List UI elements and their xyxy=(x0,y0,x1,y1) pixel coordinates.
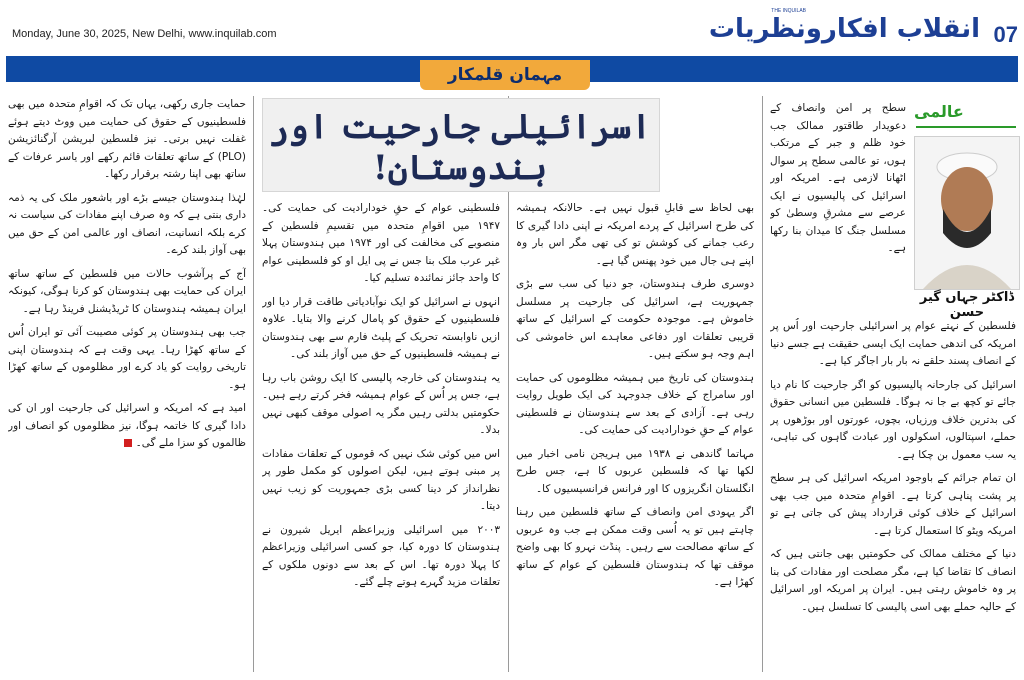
article-column xyxy=(516,200,754,672)
paragraph: انہوں نے اسرائیل کو ایک نوآبادیاتی طاقت قرار دیا اور فلسطینیوں کے حقوق کو پامال کرنے والا بتایا۔ علاوہ ازیں ناوابستہ تحریک کے پلیٹ فارم سے بھی ہندوستان نے ہمیشہ فلسطینیوں کے حق میں آواز بلند کی۔ xyxy=(262,295,500,360)
masthead-title: انقلاب افکارونظریات xyxy=(708,14,980,44)
paragraph: یہ ہندوستان کی خارجہ پالیسی کا ایک روشن باب رہا ہے، جس پر اُس کے عوام ہمیشہ فخر کرتے رہے ہیں۔ حکومتیں بدلتی رہیں مگر یہ اصولی موقف کبھی نہیں بدلا۔ xyxy=(262,371,500,436)
section-tag: عالمی xyxy=(914,102,964,121)
paragraph: اگر یہودی امن وانصاف کے ساتھ فلسطین میں رہنا چاہتے ہیں تو یہ اُسی وقت ممکن ہے جب وہ عربوں کے ساتھ مصالحت سے رہیں۔ پنڈت نہرو کا بھی واضح موقف تھا کہ ہندوستان فلسطین کے عوام کے ساتھ کھڑا ہے۔ xyxy=(516,506,754,588)
paragraph: حمایت جاری رکھی، یہاں تک کہ اقوامِ متحدہ میں بھی فلسطینیوں کے حقوق کی حمایت میں ووٹ دیتے ہوئے غفلت نہیں برتی۔ نیز فلسطین لبریشن آرگنائزیشن (PLO) کے ساتھ تعلقات قائم رکھے اور یاسر عرفات کے ساتھ بھی اپنا رشتہ برقرار رکھا۔ xyxy=(8,98,246,180)
paragraph: دنیا کے مختلف ممالک کی حکومتیں بھی جانتی ہیں کہ انصاف کا تقاضا کیا ہے، مگر مصلحت اور مفادات کی بنا پر وہ خاموش رہتی ہیں۔ ایران پر امریکہ اور اسرائیل کے حالیہ حملے بھی اسی پالیسی کا تسلسل ہیں۔ xyxy=(770,548,1016,613)
paragraph: ۲۰۰۳ میں اسرائیلی وزیراعظم ایریل شیرون نے ہندوستان کا دورہ کیا، جو کسی اسرائیلی وزیراعظم کا پہلا دورہ تھا۔ اس کے بعد سے دونوں ملکوں کے تعلقات مزید گہرے ہوتے چلے گئے۔ xyxy=(262,523,500,588)
paragraph: آج کے پرآشوب حالات میں فلسطین کے ساتھ ساتھ ایران کی حمایت بھی ہندوستان کو کرنا ہوگی، کیونکہ ایران ہمیشہ ہندوستان کا ٹریڈیشنل فرینڈ رہا ہے۔ xyxy=(8,267,246,315)
paragraph: اسرائیل کی جارحانہ پالیسیوں کو اگر جارحیت کا نام دیا جائے تو کچھ بے جا نہ ہوگا۔ فلسطین میں انسانی حقوق کی بدترین خلاف ورزیاں، بچوں، عورتوں اور بوڑھوں پر حملے، اسپتالوں، اسکولوں اور عبادت گاہوں کی تباہی، یہ سب معمول بن چکا ہے۔ xyxy=(770,378,1016,461)
author-photo xyxy=(914,136,1020,290)
article-column xyxy=(770,318,1016,672)
section-underline xyxy=(916,126,1016,128)
paragraph: اس میں کوئی شک نہیں کہ قوموں کے تعلقات مفادات پر مبنی ہوتے ہیں، لیکن اصولوں کو مکمل طور پر نظرانداز کر دینا کسی بڑی جمہوریت کو زیب نہیں دیتا۔ xyxy=(262,447,500,512)
dateline: Monday, June 30, 2025, New Delhi, www.inquilab.com xyxy=(12,28,277,40)
column-divider xyxy=(762,96,763,672)
closing-text: امید ہے کہ امریکہ و اسرائیل کی جارحیت اور ان کی دادا گیری کا خاتمہ ہوگا، نیز مظلوموں کو انصاف اور ظالموں کو سزا ملے گی۔ xyxy=(8,402,246,449)
headline: اسرائیلی جارحیت اور ہندوستان! xyxy=(268,107,652,188)
page-number: 07 xyxy=(993,22,1018,47)
page-header xyxy=(0,0,1024,56)
paragraph: فلسطین کے نہتے عوام پر اسرائیلی جارحیت اور اُس پر امریکہ کی اندھی حمایت ایک ایسی حقیقت ہے جسے دنیا کے انصاف پسند حلقے نہ بار بار اجاگر کیا ہے۔ xyxy=(770,320,1016,367)
paragraph: مہاتما گاندھی نے ۱۹۳۸ میں ہریجن نامی اخبار میں لکھا تھا کہ فلسطین عربوں کا ہے، جس طرح انگلستان انگریزوں کا اور فرانس فرانسیسیوں کا۔ xyxy=(516,447,754,495)
masthead-brand: THE INQUILAB xyxy=(771,8,806,14)
author-portrait-icon xyxy=(915,137,1019,289)
article-column xyxy=(8,96,246,672)
end-of-article-icon xyxy=(124,439,132,447)
paragraph: فلسطینی عوام کے حقِ خودارادیت کی حمایت کی۔ ۱۹۴۷ میں اقوامِ متحدہ میں تقسیمِ فلسطین کے منصوبے کی مخالفت کی اور ۱۹۷۴ میں ہندوستان پہلا غیر عرب ملک بنا جس نے پی ایل او کو فلسطینی عوام کا واحد جائز نمائندہ تسلیم کیا۔ xyxy=(262,202,500,284)
paragraph: جب بھی ہندوستان پر کوئی مصیبت آئی تو ایران اُس کے ساتھ کھڑا رہا۔ یہی وقت ہے کہ ہندوستان اپنی تاریخی روایت کو یاد کرے اور مظلوموں کے ساتھ کھڑا ہو۔ xyxy=(8,326,246,391)
author-byline: ڈاکٹر جہاں گیر حسن xyxy=(919,290,1015,320)
paragraph: ان تمام جرائم کے باوجود امریکہ اسرائیل کی ہر سطح پر پشت پناہی کرتا ہے۔ اقوامِ متحدہ میں جب بھی اسرائیل کے خلاف کوئی قرارداد پیش کی جاتی ہے تو امریکہ ویٹو کا استعمال کرتا ہے۔ xyxy=(770,472,1016,537)
article-column xyxy=(262,200,500,672)
paragraph: بھی لحاظ سے قابلِ قبول نہیں ہے۔ حالانکہ ہمیشہ کی طرح اسرائیل کے پردے امریکہ نے اپنی دادا گیری کا رعب جمانے کی کوشش تو کی تھی مگر اس بار وہ اپنے ہی جال میں خود پھنس گیا ہے۔ xyxy=(516,202,754,267)
paragraph: سطح پر امن وانصاف کے دعویدار طاقتور ممالک جب خود ظلم و جبر کے مرتکب ہوں، تو عالمی سطح پر سوال اٹھانا لازمی ہے۔ امریکہ اور اسرائیل کی پالیسیوں نے ایک عرصے سے مشرقِ وسطیٰ کو مسلسل جنگ کا میدان بنا رکھا ہے۔ xyxy=(770,102,906,254)
article-column xyxy=(770,100,906,288)
paragraph: لہٰذا ہندوستان جیسے بڑے اور باشعور ملک کی یہ ذمہ داری بنتی ہے کہ وہ صرف اپنے مفادات کی سیاست نہ کرے بلکہ انسانیت، انصاف اور عالمی امن کے حق میں بھی آواز بلند کرے۔ xyxy=(8,191,246,256)
paragraph: دوسری طرف ہندوستان، جو دنیا کی سب سے بڑی جمہوریت ہے، اسرائیل کی جارحیت پر مسلسل خاموش ہے۔ موجودہ حکومت کے اسرائیل کے ساتھ قریبی تعلقات اور دفاعی معاہدے اس خاموشی کی اہم وجہ ہو سکتے ہیں۔ xyxy=(516,278,754,360)
paragraph xyxy=(8,400,246,453)
column-divider xyxy=(253,96,254,672)
paragraph: ہندوستان کی تاریخ میں ہمیشہ مظلوموں کی حمایت اور سامراج کے خلاف جدوجہد کی ایک طویل روایت رہی ہے۔ آزادی کے بعد سے ہندوستان نے فلسطینی عوام کے حقِ خودارادیت کی حمایت کی۔ xyxy=(516,371,754,436)
section-bar-title: مہمان قلمکار xyxy=(420,60,590,90)
